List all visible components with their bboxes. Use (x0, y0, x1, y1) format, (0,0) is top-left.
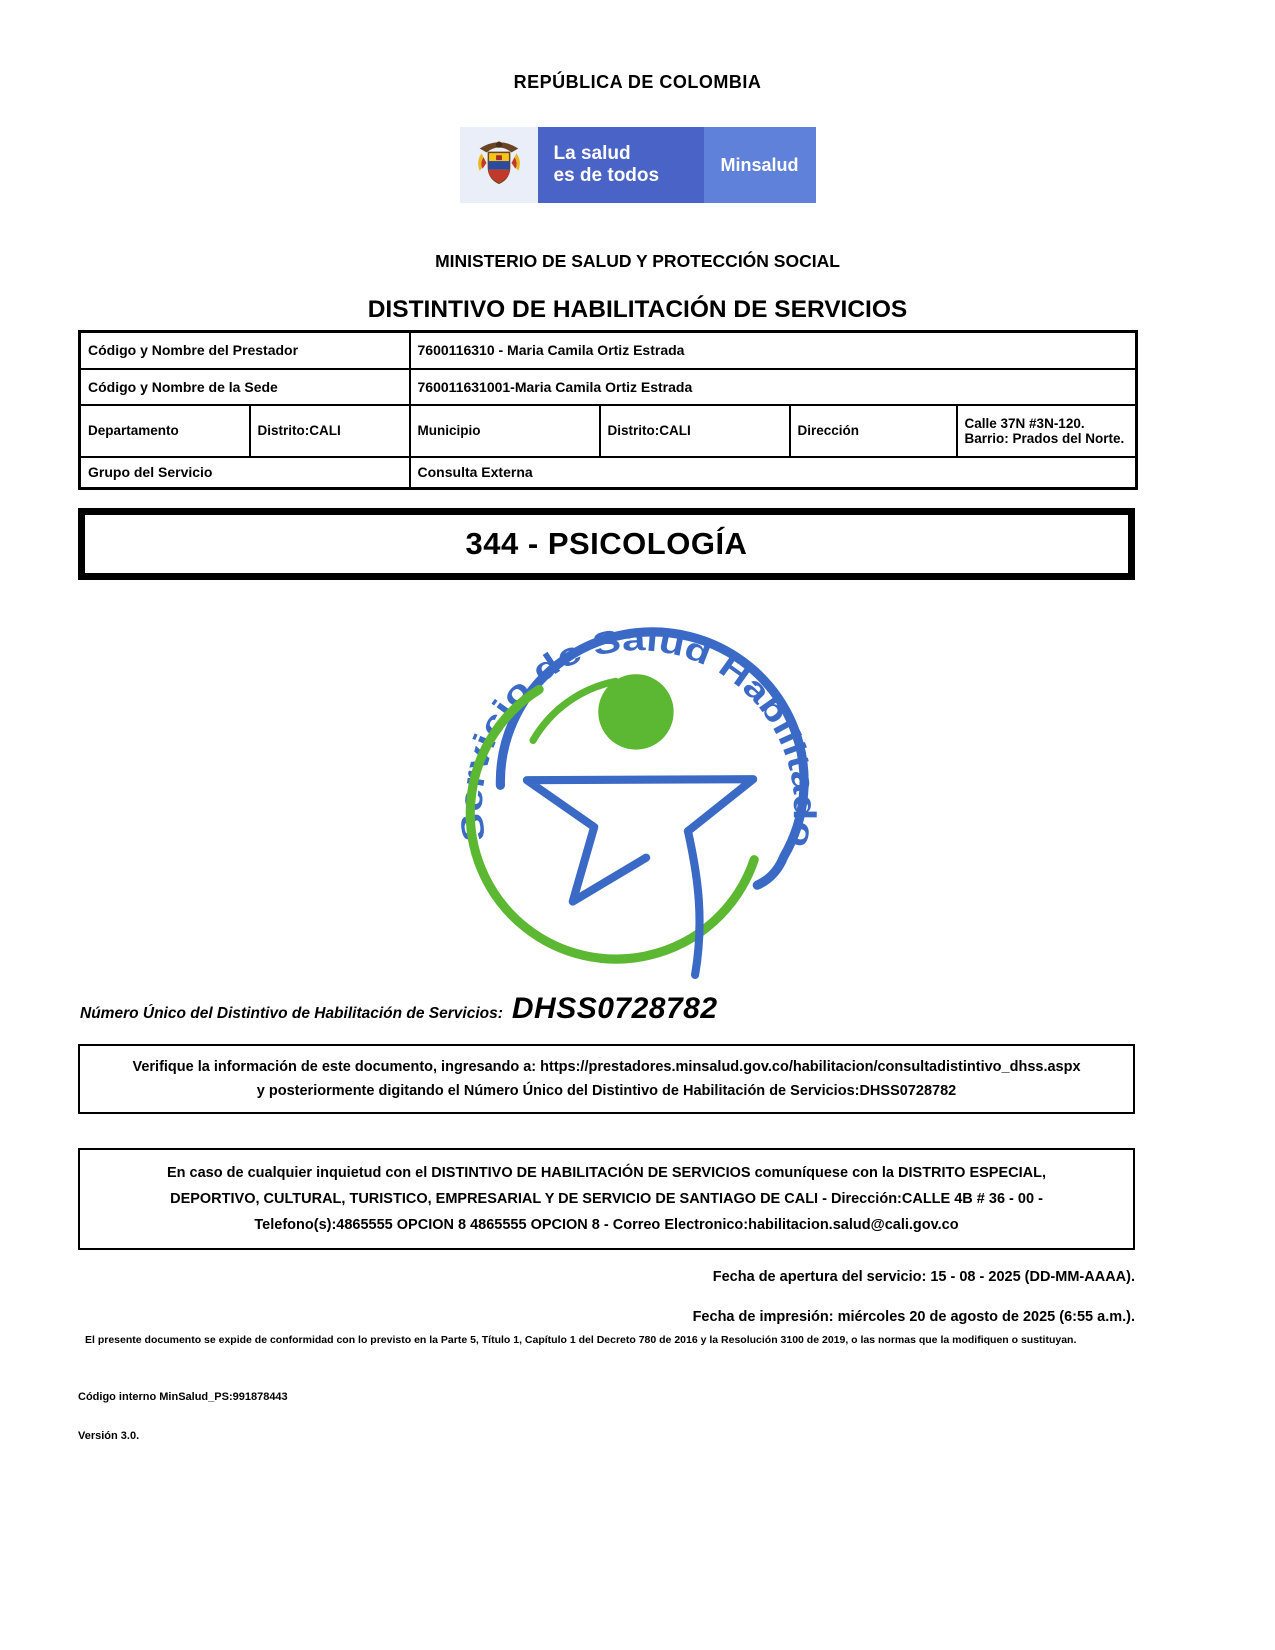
direccion-label: Dirección (790, 405, 957, 457)
grupo-label: Grupo del Servicio (80, 457, 410, 489)
table-row (80, 405, 1137, 457)
habilitado-seal-icon (438, 610, 838, 982)
republic-heading: REPÚBLICA DE COLOMBIA (513, 72, 762, 92)
internal-code: Código interno MinSalud_PS:991878443 (78, 1391, 288, 1403)
provider-info-table (78, 330, 1138, 490)
table-row (80, 369, 1137, 405)
dhss-number-line (80, 992, 1275, 1026)
document-version: Versión 3.0. (78, 1430, 140, 1442)
table-row (80, 332, 1137, 369)
direccion-value: Calle 37N #3N-120. Barrio: Prados del Norte. (957, 405, 1137, 457)
seal-arc-text: Servicio de Salud Habilitado (452, 621, 823, 845)
contact-line2: DEPORTIVO, CULTURAL, TURISTICO, EMPRESARIAL Y DE SERVICIO DE SANTIAGO DE CALI - Dirección:CALLE 4B # 36 - 00 - (170, 1191, 1043, 1207)
prestador-label: Código y Nombre del Prestador (80, 332, 410, 369)
verification-line1: Verifique la información de este documento, ingresando a: https://prestadores.minsalud.gov.co/habilitacion/consultadistintivo_dhss.aspx (132, 1059, 1081, 1075)
verification-box (78, 1044, 1135, 1114)
minsalud-banner (460, 127, 816, 203)
municipio-value: Distrito:CALI (600, 405, 790, 457)
banner-slogan-line2: es de todos (553, 165, 660, 186)
verification-line2: y posteriormente digitando el Número Único del Distintivo de Habilitación de Servicios:DHSS0728782 (256, 1083, 957, 1099)
seal-figure-head (598, 674, 673, 749)
service-code-name: 344 - PSICOLOGÍA (465, 526, 748, 561)
departamento-label: Departamento (80, 405, 250, 457)
contact-line1: En caso de cualquier inquietud con el DISTINTIVO DE HABILITACIÓN DE SERVICIOS comuníquese con la DISTRITO ESPECIAL, (167, 1165, 1046, 1181)
dhss-number: DHSS0728782 (511, 992, 718, 1025)
dhss-label: Número Único del Distintivo de Habilitación de Servicios: (80, 1005, 503, 1022)
departamento-value: Distrito:CALI (250, 405, 410, 457)
prestador-value: 7600116310 - Maria Camila Ortiz Estrada (410, 332, 1137, 369)
sede-value: 760011631001-Maria Camila Ortiz Estrada (410, 369, 1137, 405)
banner-brand: Minsalud (720, 154, 799, 175)
service-opening-date: Fecha de apertura del servicio: 15 - 08 - 2025 (DD-MM-AAAA). (712, 1269, 1135, 1285)
colombia-coat-of-arms-icon (470, 134, 528, 197)
seal-figure-leg (687, 831, 699, 975)
banner-coat-panel (460, 127, 538, 203)
document-title: DISTINTIVO DE HABILITACIÓN DE SERVICIOS (367, 296, 908, 323)
seal-blue-arc (500, 632, 804, 885)
ministry-heading: MINISTERIO DE SALUD Y PROTECCIÓN SOCIAL (435, 251, 840, 271)
contact-line3: Telefono(s):4865555 OPCION 8 4865555 OPCION 8 - Correo Electronico:habilitacion.salud@cali.gov.co (254, 1217, 959, 1233)
banner-slogan (538, 127, 704, 203)
contact-box (78, 1148, 1135, 1250)
banner-brand-panel (704, 127, 816, 203)
grupo-value: Consulta Externa (410, 457, 1137, 489)
sede-label: Código y Nombre de la Sede (80, 369, 410, 405)
print-date: Fecha de impresión: miércoles 20 de agosto de 2025 (6:55 a.m.). (692, 1309, 1135, 1325)
table-row (80, 457, 1137, 489)
seal-figure-body (526, 779, 752, 901)
municipio-label: Municipio (410, 405, 600, 457)
legal-footnote: El presente documento se expide de conformidad con lo previsto en la Parte 5, Título 1, Capítulo 1 del Decreto 780 de 2016 y la Resolución 3100 de 2019, o las normas que la modifiquen o sustituyan. (85, 1334, 1077, 1346)
service-code-box (78, 508, 1135, 580)
banner-slogan-line1: La salud (553, 143, 631, 164)
